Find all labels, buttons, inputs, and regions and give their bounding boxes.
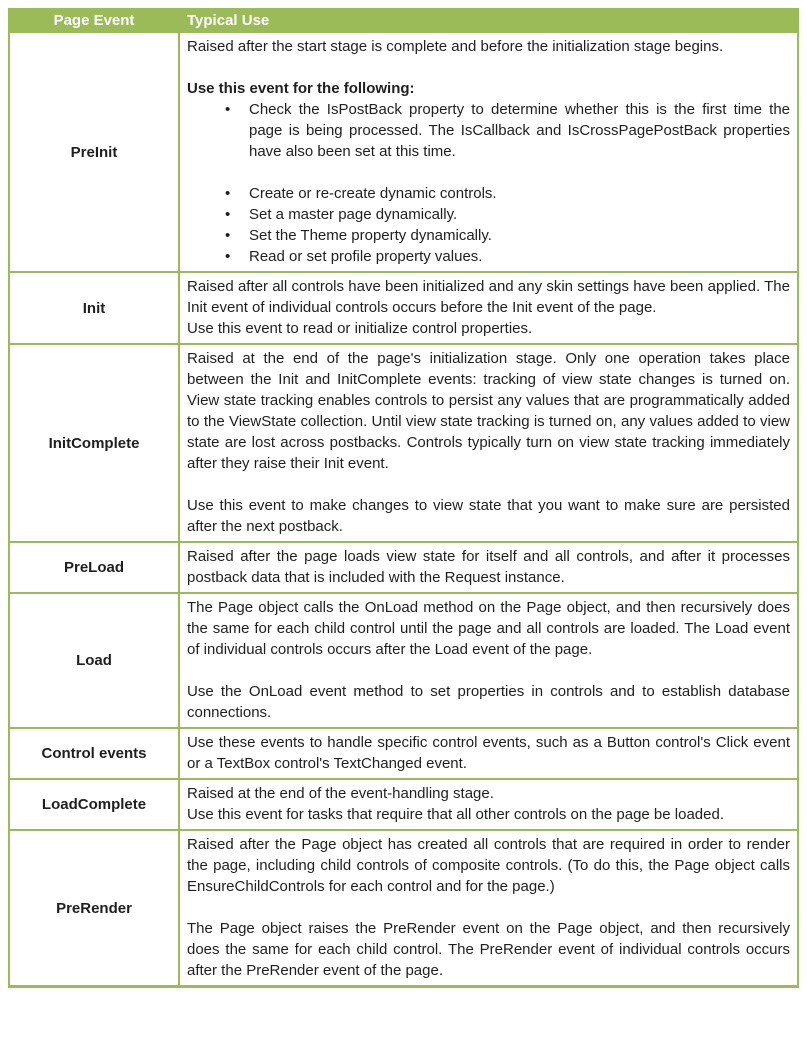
- paragraph: Use this event to make changes to view state that you want to make sure are persisted after the next postback.: [187, 497, 790, 535]
- typical-use-cell: [179, 344, 798, 542]
- event-name-cell: PreRender: [9, 830, 179, 987]
- paragraph: The Page object calls the OnLoad method on the Page object, and then recursively does the same for each child control until the page and all controls are loaded. The Load event of individual controls occurs after the Load event of the page.: [187, 599, 790, 658]
- paragraph: Raised after all controls have been initialized and any skin settings have been applied. The Init event of individual controls occurs before the Init event of the page.: [187, 278, 790, 316]
- paragraph: Use this event to read or initialize control properties.: [187, 320, 533, 337]
- table-body: [9, 32, 798, 987]
- typical-use-cell: [179, 32, 798, 272]
- table-row: [9, 32, 798, 272]
- event-name-cell: Load: [9, 593, 179, 728]
- bullet-item: • Create or re-create dynamic controls.: [187, 183, 790, 204]
- paragraph: Use this event for the following:: [187, 80, 415, 97]
- spacer: [187, 897, 790, 918]
- paragraph: Use this event for tasks that require that all other controls on the page be loaded.: [187, 806, 724, 823]
- paragraph: Raised after the start stage is complete and before the initialization stage begins.: [187, 38, 724, 55]
- typical-use-cell: [179, 830, 798, 987]
- event-name-cell: Init: [9, 272, 179, 344]
- table-row: [9, 779, 798, 830]
- event-name-cell: PreInit: [9, 32, 179, 272]
- paragraph: Raised at the end of the page's initialization stage. Only one operation takes place between the Init and InitComplete events: tracking of view state changes is turned on. View state tracking enables controls to persist any values that are programmatically added to the ViewState collection. Until view state tracking is turned on, any values added to view state are lost across postbacks. Controls typically turn on view state tracking immediately after they raise their Init event.: [187, 350, 790, 472]
- table-row: [9, 728, 798, 779]
- spacer: [187, 660, 790, 681]
- table-header-row: [9, 9, 798, 32]
- typical-use-cell: [179, 593, 798, 728]
- spacer: [187, 162, 790, 183]
- event-name-cell: InitComplete: [9, 344, 179, 542]
- column-header-typical-use: Typical Use: [179, 9, 798, 32]
- event-name-cell: PreLoad: [9, 542, 179, 593]
- bullet-item: • Set a master page dynamically.: [187, 204, 790, 225]
- bullet-item: • Set the Theme property dynamically.: [187, 225, 790, 246]
- spacer: [187, 57, 790, 78]
- bullet-item: • Read or set profile property values.: [187, 246, 790, 267]
- bullet-item: • Check the IsPostBack property to determine whether this is the first time the page is being processed. The IsCallback and IsCrossPagePostBack properties have also been set at this time.: [187, 99, 790, 162]
- paragraph: The Page object raises the PreRender event on the Page object, and then recursively does the same for each child control. The PreRender event of individual controls occurs after the PreRender event of the page.: [187, 920, 790, 979]
- paragraph: Raised at the end of the event-handling stage.: [187, 785, 494, 802]
- typical-use-cell: [179, 728, 798, 779]
- table-row: [9, 542, 798, 593]
- table-row: [9, 593, 798, 728]
- paragraph: Use the OnLoad event method to set properties in controls and to establish database connections.: [187, 683, 790, 721]
- event-name-cell: Control events: [9, 728, 179, 779]
- event-name-cell: LoadComplete: [9, 779, 179, 830]
- table-row: [9, 344, 798, 542]
- typical-use-cell: [179, 542, 798, 593]
- page-events-table: [8, 8, 799, 988]
- spacer: [187, 474, 790, 495]
- typical-use-cell: [179, 779, 798, 830]
- column-header-page-event: Page Event: [9, 9, 179, 32]
- paragraph: Raised after the Page object has created all controls that are required in order to render the page, including child controls of composite controls. (To do this, the Page object calls EnsureChildControls for each control and for the page.): [187, 836, 790, 895]
- paragraph: Raised after the page loads view state for itself and all controls, and after it processes postback data that is included with the Request instance.: [187, 548, 790, 586]
- table-row: [9, 272, 798, 344]
- typical-use-cell: [179, 272, 798, 344]
- paragraph: Use these events to handle specific control events, such as a Button control's Click event or a TextBox control's TextChanged event.: [187, 734, 790, 772]
- table-row: [9, 830, 798, 987]
